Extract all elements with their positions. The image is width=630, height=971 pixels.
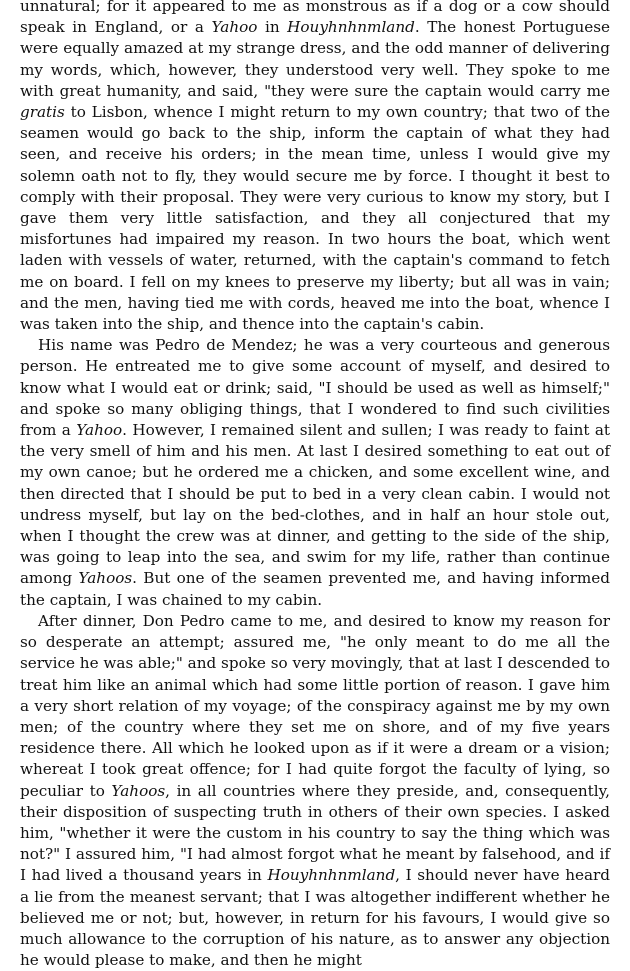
text-run: . But one of the seamen prevented me, and having informed the captain, I was chained to my cabin.	[20, 569, 610, 609]
italic-text: Houyhnhnmland	[267, 866, 396, 885]
italic-text: Houyhnhnmland	[287, 18, 415, 37]
text-run: to Lisbon, whence I might return to my own country; that two of the seamen would go back to the ship, inform the captain of what they had seen, and receive his orders; in the mean time, unless I would give my solemn oath not to fly, they would secure me by force. I thought it best to comply with their proposal. They were very curious to know my story, but I gave them very little satisfaction, and they all conjectured that my misfortunes had impaired my reason. In two hours the boat, which went laden with vessels of water, returned, with the captain's command to fetch me on board. I fell on my knees to preserve my liberty; but all was in vain; and the men, having tied me with cords, heaved me into the boat, whence I was taken into the ship, and thence into the captain's cabin.	[20, 103, 610, 334]
text-run: unnatural; for it appeared to me as monstrous as if a dog or a cow should speak in England, or a	[20, 0, 610, 37]
italic-text: Yahoos	[111, 781, 166, 800]
text-run: . However, I remained silent and sullen; I was ready to faint at the very smell of him and his men. At last I desired something to eat out of my own canoe; but he ordered me a chicken, and some excellent wine, and then directed that I should be put to bed in a very clean cabin. I would not undress myself, but lay on the bed-clothes, and in half an hour stole out, when I thought the crew was at dinner, and getting to the side of the ship, was going to leap into the sea, and swim for my life, rather than continue among	[20, 421, 610, 588]
text-run: . The honest Portuguese were equally amazed at my strange dress, and the odd manner of delivering my words, which, however, they understood very well. They spoke to me with great humanity, and said, "they were sure the captain would carry me	[20, 18, 611, 100]
italic-text: Yahoo	[76, 421, 123, 440]
text-run: , in all countries where they preside, and, consequently, their disposition of suspecting truth in others of their own species. I asked him, "whether it were the custom in his country to say the thing which was not?" I assured him, "I had almost forgot what he meant by falsehood, and if I had lived a thousand years in	[20, 781, 610, 885]
italic-text: gratis	[20, 103, 65, 122]
text-run: After dinner, Don Pedro came to me, and desired to know my reason for so desperate an attempt; assured me, "he only meant to do me all the service he was able;" and spoke so very movingly, that at last I descended to treat him like an animal which had some little portion of reason. I gave him a very short relation of my voyage; of the conspiracy against me by my own men; of the country where they set me on shore, and of my five years residence there. All which he looked upon as if it were a dream or a vision; whereat I took great offence; for I had quite forgot the faculty of lying, so peculiar to	[20, 611, 610, 800]
paragraph-3	[20, 611, 610, 971]
paragraph-1	[20, 0, 610, 335]
italic-text: Yahoos	[78, 569, 133, 588]
paragraph-2	[20, 335, 610, 611]
text-run: in	[257, 18, 288, 37]
text-run: , I should never have heard a lie from the meanest servant; that I was altogether indifferent whether he believed me or not; but, however, in return for his favours, I would give so much allowance to the corruption of his nature, as to answer any objection he would please to make, and then he might	[20, 866, 611, 970]
text-run: His name was Pedro de Mendez; he was a very courteous and generous person. He entreated me to give some account of myself, and desired to know what I would eat or drink; said, "I should be used as well as himself;" and spoke so many obliging things, that I wondered to find such civilities from a	[20, 336, 610, 440]
italic-text: Yahoo	[211, 18, 258, 37]
